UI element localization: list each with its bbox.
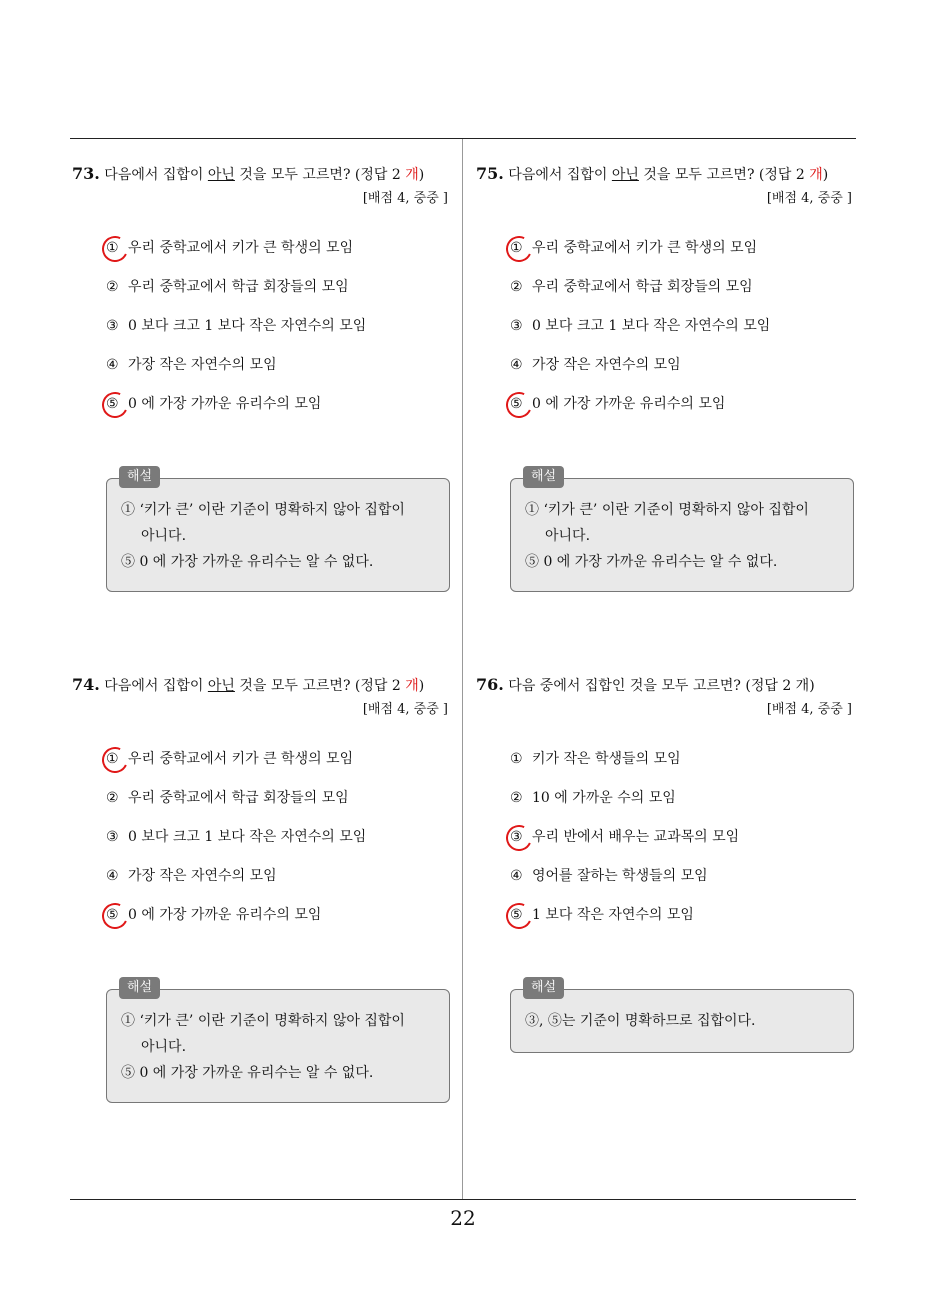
choice-4[interactable]: [510, 354, 858, 393]
choice-marker: ⑤: [106, 907, 119, 923]
choice-5[interactable]: [106, 393, 454, 432]
choice-marker: ⑤: [510, 396, 523, 412]
question-text: 다음에서 집합이: [104, 167, 208, 183]
choice-list: [476, 748, 858, 943]
answer-count-unit: 개: [405, 167, 419, 183]
choice-3[interactable]: [510, 315, 858, 354]
choice-1[interactable]: [106, 237, 454, 276]
choice-marker: ④: [510, 357, 523, 373]
problem-number: 76.: [476, 675, 504, 694]
solution-label: 해설: [523, 977, 564, 999]
choice-text: 가장 작은 자연수의 모임: [128, 357, 277, 373]
choice-list: [476, 237, 858, 432]
solution-line: ① ‘키가 큰’ 이란 기준이 명확하지 않아 집합이: [121, 502, 405, 518]
choice-5[interactable]: [510, 904, 858, 943]
choice-marker: ②: [106, 279, 119, 295]
choice-marker: ④: [510, 868, 523, 884]
question-close: ): [822, 167, 829, 183]
choice-marker: ④: [106, 868, 119, 884]
question-header: [72, 673, 454, 698]
choice-3[interactable]: [106, 826, 454, 865]
choice-text: 10 에 가까운 수의 모임: [532, 790, 676, 806]
choice-marker: ②: [106, 790, 119, 806]
solution-label: 해설: [119, 977, 160, 999]
choice-text: 0 에 가장 가까운 유리수의 모임: [128, 396, 322, 412]
solution-box: [106, 469, 450, 592]
problem-number: 75.: [476, 164, 504, 183]
solution-box: [510, 980, 854, 1053]
question-header: [72, 162, 454, 187]
solution-box: [510, 469, 854, 592]
choice-text: 우리 중학교에서 학급 회장들의 모임: [128, 279, 349, 295]
choice-marker: ③: [510, 829, 523, 845]
choice-list: [72, 748, 454, 943]
choice-marker: ②: [510, 790, 523, 806]
solution-line: 아니다.: [141, 528, 187, 544]
choice-text: 영어를 잘하는 학생들의 모임: [532, 868, 708, 884]
question-text-rest: 것을 모두 고르면? (정답 2: [234, 167, 406, 183]
choice-text: 우리 중학교에서 키가 큰 학생의 모임: [128, 751, 354, 767]
choice-1[interactable]: [510, 748, 858, 787]
score-difficulty: [배점 4, 중중 ]: [766, 702, 852, 717]
solution-line: ① ‘키가 큰’ 이란 기준이 명확하지 않아 집합이: [525, 502, 809, 518]
choice-5[interactable]: [106, 904, 454, 943]
choice-3[interactable]: [106, 315, 454, 354]
problem-number: 73.: [72, 164, 100, 183]
top-rule: [70, 138, 856, 139]
choice-4[interactable]: [106, 865, 454, 904]
choice-marker: ③: [106, 318, 119, 334]
solution-label: 해설: [119, 466, 160, 488]
question-text: 다음 중에서 집합인 것을 모두 고르면? (정답 2 개): [508, 678, 815, 694]
column-divider: [462, 139, 463, 1200]
choice-marker: ①: [510, 240, 523, 256]
choice-text: 우리 중학교에서 키가 큰 학생의 모임: [128, 240, 354, 256]
choice-text: 0 에 가장 가까운 유리수의 모임: [532, 396, 726, 412]
question-header: [476, 673, 858, 698]
problem-74: [72, 673, 454, 1081]
choice-marker: ①: [510, 751, 523, 767]
choice-text: 1 보다 작은 자연수의 모임: [532, 907, 694, 923]
solution-line: ⑤ 0 에 가장 가까운 유리수는 알 수 없다.: [525, 554, 778, 570]
choice-text: 0 에 가장 가까운 유리수의 모임: [128, 907, 322, 923]
problem-76: [476, 673, 858, 1029]
page-number: 22: [450, 1206, 476, 1230]
choice-marker: ③: [106, 829, 119, 845]
choice-text: 우리 중학교에서 키가 큰 학생의 모임: [532, 240, 758, 256]
solution-box: [106, 980, 450, 1103]
choice-1[interactable]: [106, 748, 454, 787]
solution-line: ③, ⑤는 기준이 명확하므로 집합이다.: [525, 1013, 756, 1029]
question-close: ): [418, 167, 425, 183]
choice-1[interactable]: [510, 237, 858, 276]
score-difficulty: [배점 4, 중중 ]: [362, 702, 448, 717]
answer-count-unit: 개: [809, 167, 823, 183]
question-text-rest: 것을 모두 고르면? (정답 2: [234, 678, 406, 694]
choice-text: 0 보다 크고 1 보다 작은 자연수의 모임: [128, 829, 367, 845]
choice-marker: ①: [106, 240, 119, 256]
solution-label: 해설: [523, 466, 564, 488]
solution-line: ⑤ 0 에 가장 가까운 유리수는 알 수 없다.: [121, 1065, 374, 1081]
problem-73: [72, 162, 454, 570]
question-underline: 아닌: [207, 167, 235, 183]
question-text: 다음에서 집합이: [104, 678, 208, 694]
choice-text: 0 보다 크고 1 보다 작은 자연수의 모임: [532, 318, 771, 334]
choice-text: 가장 작은 자연수의 모임: [532, 357, 681, 373]
choice-text: 키가 작은 학생들의 모임: [532, 751, 681, 767]
choice-3[interactable]: [510, 826, 858, 865]
solution-line: 아니다.: [545, 528, 591, 544]
question-underline: 아닌: [611, 167, 639, 183]
choice-marker: ⑤: [106, 396, 119, 412]
choice-marker: ⑤: [510, 907, 523, 923]
choice-2[interactable]: [106, 276, 454, 315]
choice-2[interactable]: [510, 787, 858, 826]
choice-text: 가장 작은 자연수의 모임: [128, 868, 277, 884]
score-difficulty: [배점 4, 중중 ]: [362, 191, 448, 206]
choice-2[interactable]: [106, 787, 454, 826]
choice-marker: ①: [106, 751, 119, 767]
bottom-rule: [70, 1199, 856, 1200]
choice-text: 우리 중학교에서 학급 회장들의 모임: [128, 790, 349, 806]
choice-text: 0 보다 크고 1 보다 작은 자연수의 모임: [128, 318, 367, 334]
choice-text: 우리 중학교에서 학급 회장들의 모임: [532, 279, 753, 295]
solution-line: ⑤ 0 에 가장 가까운 유리수는 알 수 없다.: [121, 554, 374, 570]
choice-2[interactable]: [510, 276, 858, 315]
choice-4[interactable]: [510, 865, 858, 904]
question-text-rest: 것을 모두 고르면? (정답 2: [638, 167, 810, 183]
choice-list: [72, 237, 454, 432]
choice-marker: ④: [106, 357, 119, 373]
question-close: ): [418, 678, 425, 694]
solution-line: 아니다.: [141, 1039, 187, 1055]
answer-count-unit: 개: [405, 678, 419, 694]
score-difficulty: [배점 4, 중중 ]: [766, 191, 852, 206]
choice-marker: ③: [510, 318, 523, 334]
choice-marker: ②: [510, 279, 523, 295]
choice-text: 우리 반에서 배우는 교과목의 모임: [532, 829, 740, 845]
problem-75: [476, 162, 858, 570]
question-underline: 아닌: [207, 678, 235, 694]
problem-number: 74.: [72, 675, 100, 694]
choice-4[interactable]: [106, 354, 454, 393]
solution-line: ① ‘키가 큰’ 이란 기준이 명확하지 않아 집합이: [121, 1013, 405, 1029]
question-text: 다음에서 집합이: [508, 167, 612, 183]
question-header: [476, 162, 858, 187]
choice-5[interactable]: [510, 393, 858, 432]
